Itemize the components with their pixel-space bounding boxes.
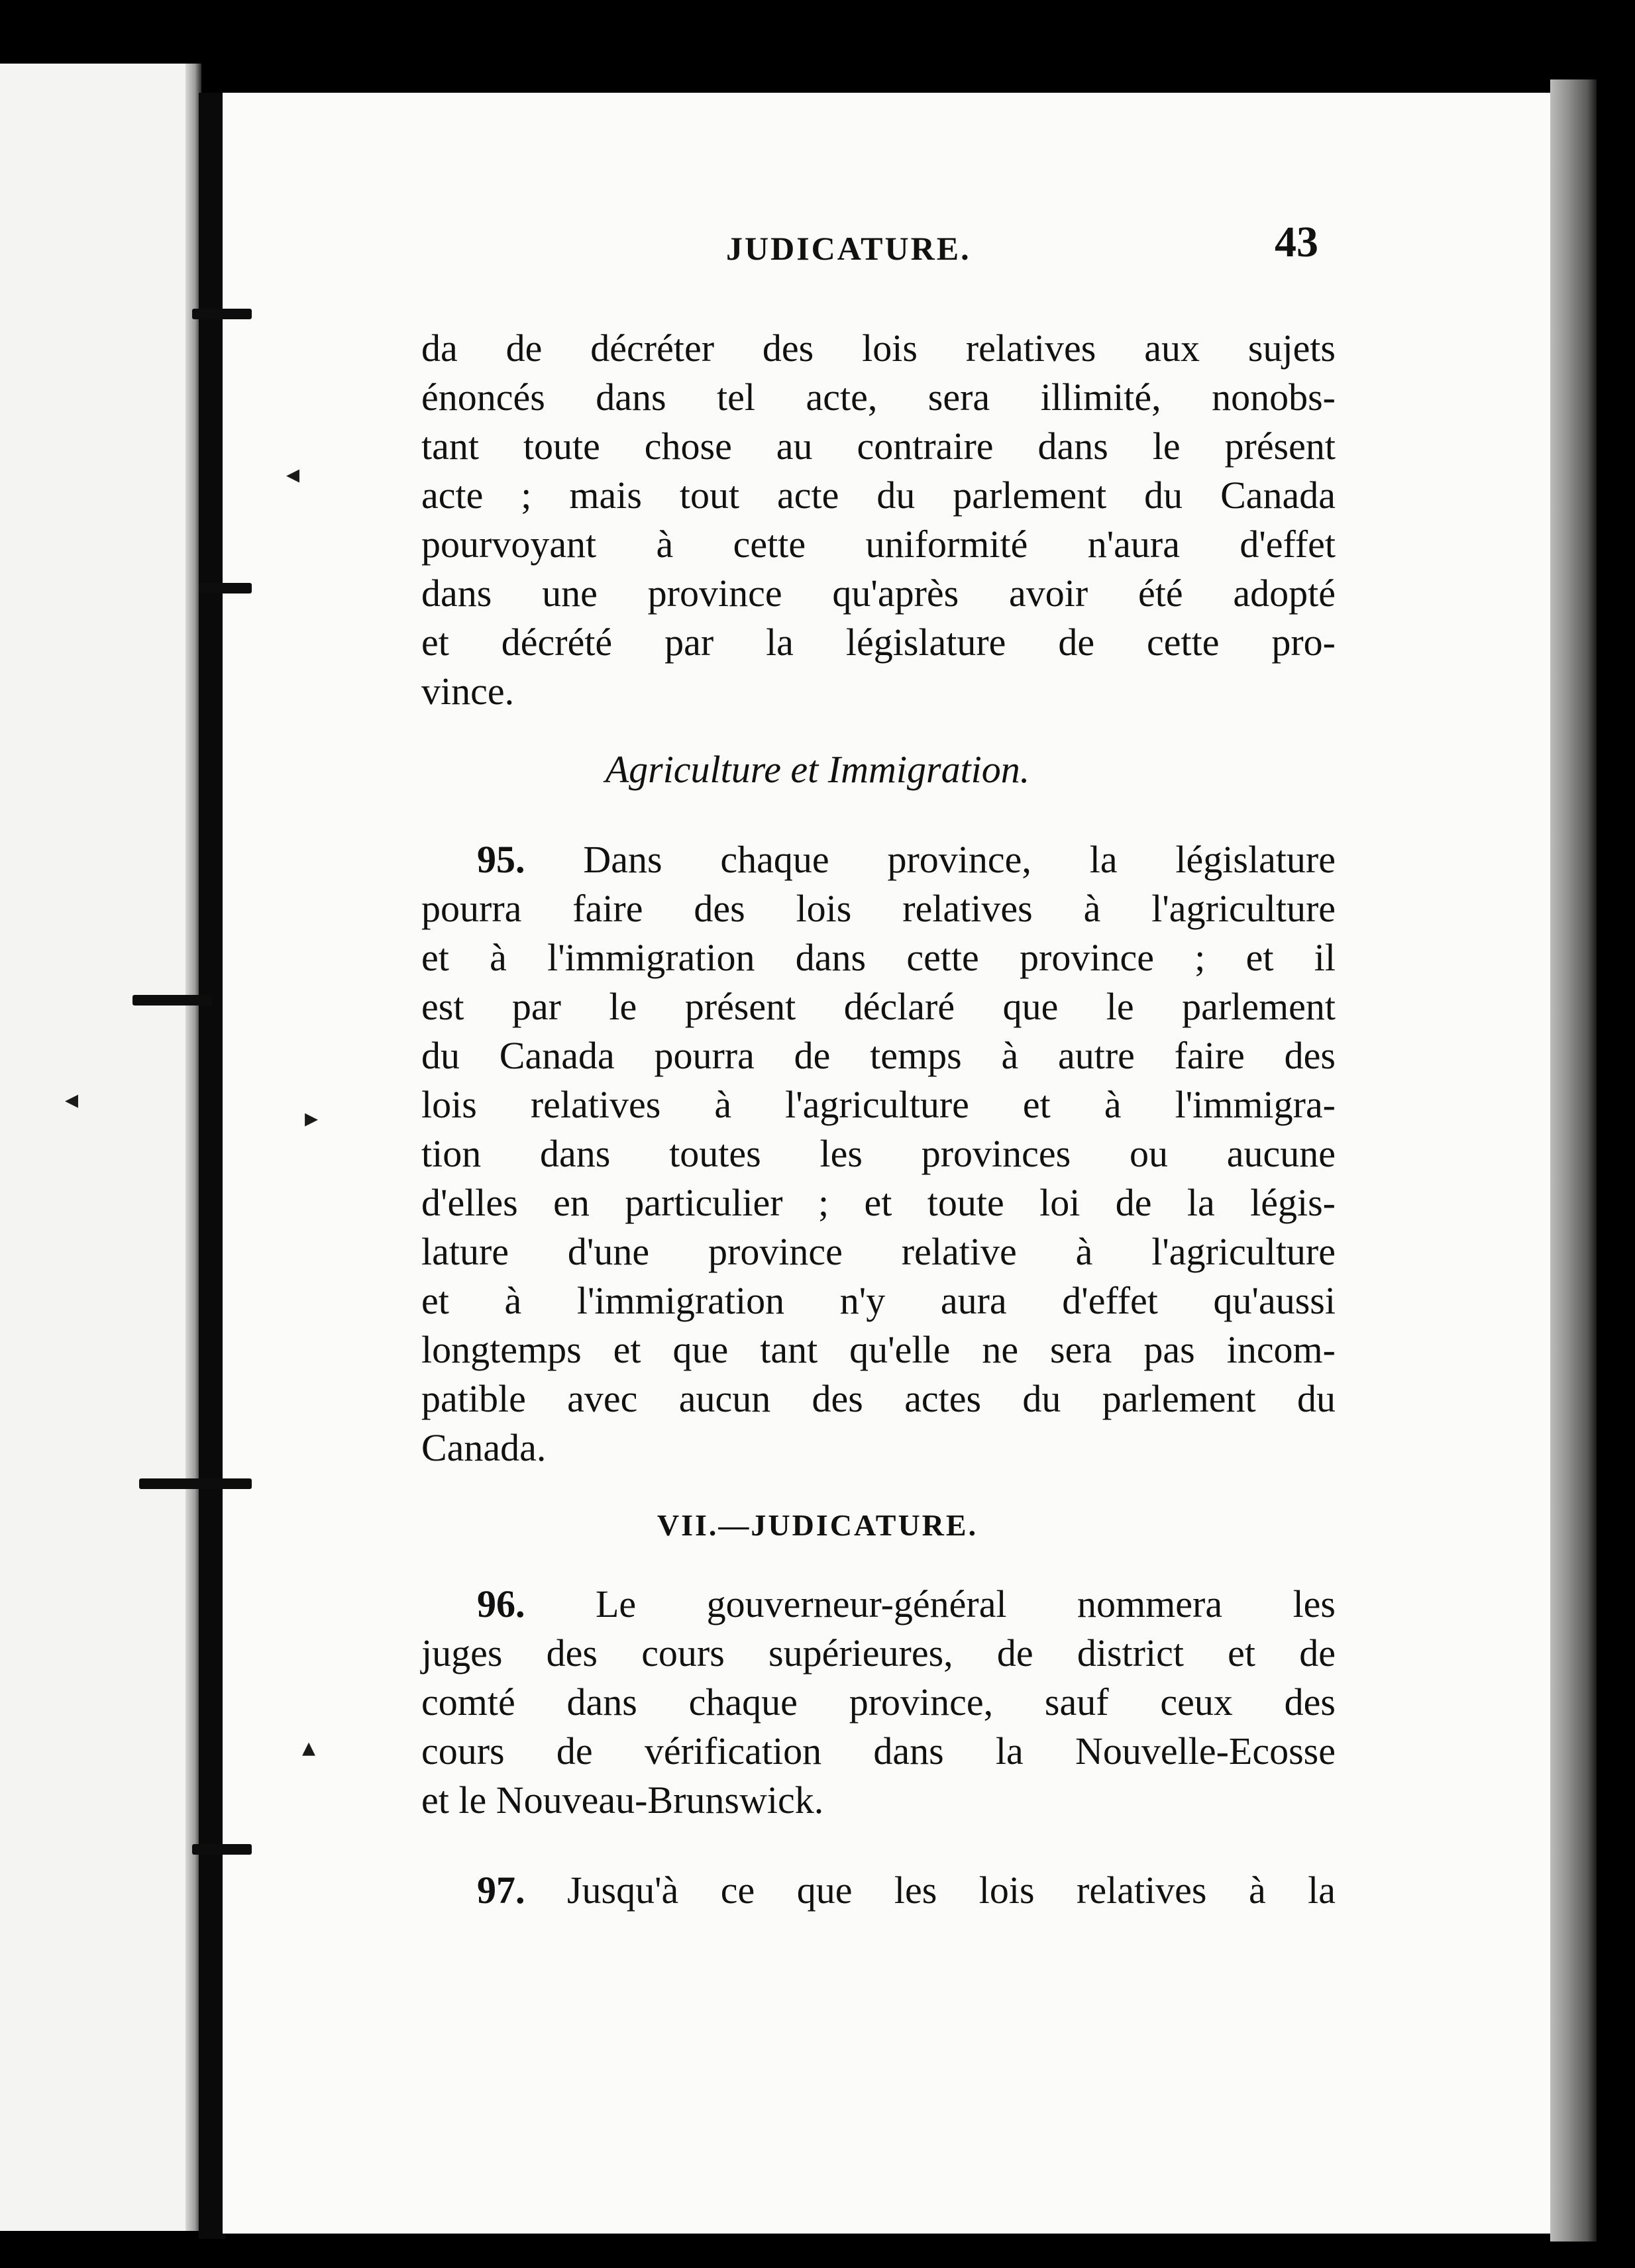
section-first-line (477, 836, 1336, 884)
text-line: Dans chaque province, la législature (583, 838, 1336, 881)
text-line: lature d'une province relative à l'agriculture (421, 1230, 1336, 1273)
text-line: juges des cours supérieures, de district et de (421, 1631, 1336, 1675)
text-line: dans une province qu'après avoir été adopté (421, 572, 1336, 615)
section-heading: VII.—JUDICATURE. (657, 1508, 978, 1542)
binding-hole-mark: ▴ (302, 1732, 316, 1763)
text-line: cours de vérification dans la Nouvelle-Ecosse (421, 1729, 1336, 1773)
text-line: comté dans chaque province, sauf ceux des (421, 1680, 1336, 1724)
text-line: patible avec aucun des actes du parlement du (421, 1377, 1336, 1420)
text-line: énoncés dans tel acte, sera illimité, nonobs- (421, 376, 1336, 419)
binding-hole-mark: ▸ (305, 1103, 319, 1133)
binding-stitch (192, 1844, 252, 1855)
text-line: et à l'immigration n'y aura d'effet qu'aussi (421, 1279, 1336, 1322)
text-line: du Canada pourra de temps à autre faire des (421, 1034, 1336, 1077)
section-number: 95. (477, 838, 525, 881)
text-line: pourra faire des lois relatives à l'agriculture (421, 887, 1336, 930)
binding-stitch (199, 583, 252, 593)
section-first-line (477, 1867, 1336, 1914)
text-line: Jusqu'à ce que les lois relatives à la (566, 1869, 1336, 1912)
page-stack-edge (1550, 79, 1597, 2242)
text-line: et le Nouveau-Brunswick. (421, 1778, 824, 1822)
text-line: et décrété par la législature de cette pro- (421, 621, 1336, 664)
binding-hole-mark: ◂ (65, 1084, 79, 1115)
text-line: Canada. (421, 1426, 547, 1469)
section-first-line (477, 1580, 1336, 1628)
section-number: 97. (477, 1869, 525, 1912)
page-number: 43 (1275, 218, 1318, 266)
binding-stitch (139, 1478, 252, 1489)
text-line: acte ; mais tout acte du parlement du Canada (421, 474, 1336, 517)
text-line: est par le présent déclaré que le parlement (421, 985, 1336, 1028)
text-line: et à l'immigration dans cette province ; et il (421, 936, 1336, 979)
text-line: lois relatives à l'agriculture et à l'immigra- (421, 1083, 1336, 1126)
text-line: Le gouverneur-général nommera les (595, 1582, 1336, 1625)
text-line: pourvoyant à cette uniformité n'aura d'effet (421, 523, 1336, 566)
binding-stitch (132, 995, 212, 1005)
section-number: 96. (477, 1582, 525, 1625)
text-line: tion dans toutes les provinces ou aucune (421, 1132, 1336, 1175)
text-line: longtemps et que tant qu'elle ne sera pas incom- (421, 1328, 1336, 1371)
subheading: Agriculture et Immigration. (605, 748, 1030, 791)
text-line: da de décréter des lois relatives aux sujets (421, 327, 1336, 370)
binding-hole-mark: ◂ (286, 459, 300, 490)
text-line: tant toute chose au contraire dans le présent (421, 425, 1336, 468)
running-head-title: JUDICATURE. (726, 230, 971, 267)
facing-page-edge (0, 64, 199, 2231)
text-line: d'elles en particulier ; et toute loi de la légis- (421, 1181, 1336, 1224)
text-line: vince. (421, 670, 515, 713)
binding-stitch (192, 309, 252, 319)
binding-gutter (199, 93, 225, 2239)
